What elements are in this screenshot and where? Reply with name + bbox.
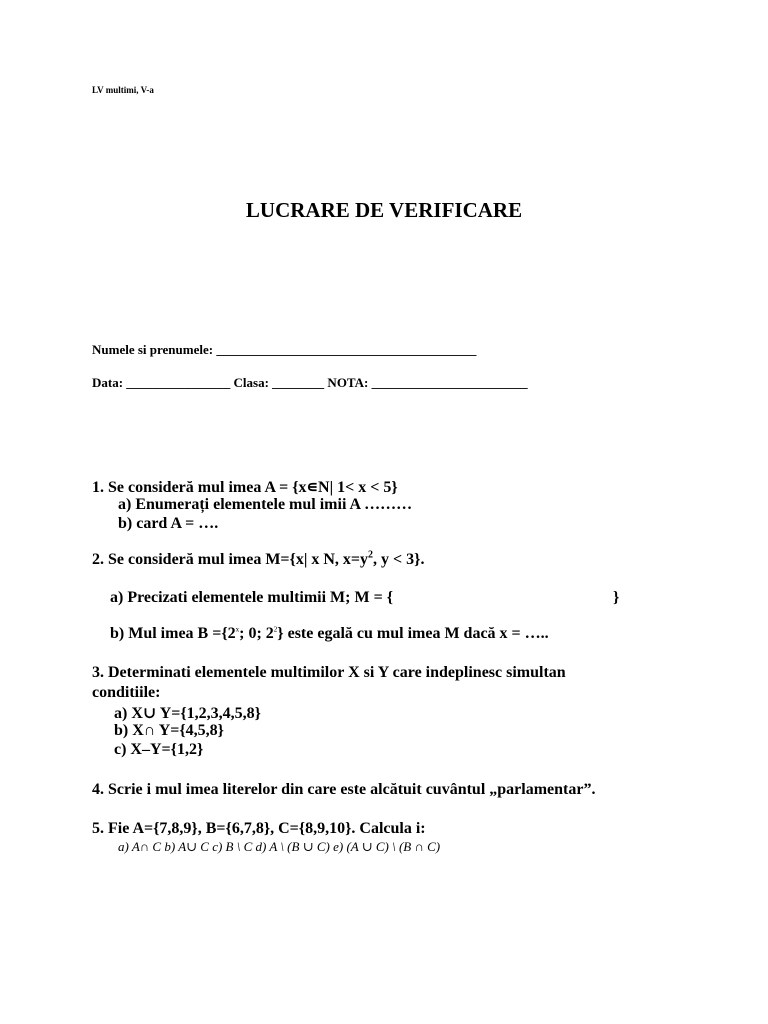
date-class-grade-line: Data: ________________ Clasa: ________ NOTA: ________________________ bbox=[92, 375, 528, 390]
question-1-stem: 1. Se consideră mul imea A = {x∊N| 1< x < 5} bbox=[92, 479, 398, 496]
question-5-options: a) A∩ C b) A∪ C c) B \ C d) A \ (B ∪ C) e) (A ∪ C) \ (B ∩ C) bbox=[118, 839, 441, 854]
name-field-line: Numele si prenumele: ________________________________________ bbox=[92, 342, 477, 357]
question-2-b-mid: ; 0; 2 bbox=[239, 625, 274, 642]
question-3-stem-line-2: conditiile: bbox=[92, 684, 161, 701]
question-2-a-left: a) Precizati elementele multimii M; M = { bbox=[110, 589, 394, 606]
question-2-exponent: 2 bbox=[368, 549, 374, 561]
question-2-b bbox=[110, 625, 549, 643]
header-tag: LV multimi, V-a bbox=[92, 85, 154, 95]
question-3-stem-line-1: 3. Determinati elementele multimilor X si Y care indeplinesc simultan bbox=[92, 664, 566, 681]
question-2-b-post: } este egală cu mul imea M dacă x = ….. bbox=[277, 625, 549, 642]
question-3-b: b) X∩ Y={4,5,8} bbox=[114, 722, 224, 739]
question-2-stem bbox=[92, 551, 424, 569]
question-2-b-pre: b) Mul imea B ={2 bbox=[110, 625, 236, 642]
question-2-b-exponent-1: x bbox=[235, 625, 240, 634]
question-4-stem: 4. Scrie i mul imea literelor din care este alcătuit cuvântul „parlamentar”. bbox=[92, 781, 596, 798]
question-5-stem: 5. Fie A={7,8,9}, B={6,7,8}, C={8,9,10}. Calcula i: bbox=[92, 820, 426, 837]
page-title: LUCRARE DE VERIFICARE bbox=[245, 198, 523, 222]
question-1-b: b) card A = …. bbox=[118, 515, 219, 532]
question-2-stem-post: , y < 3}. bbox=[373, 551, 425, 568]
question-2-b-exponent-2: 2 bbox=[273, 625, 278, 634]
question-3-c: c) X–Y={1,2} bbox=[114, 741, 204, 758]
question-3-a: a) X∪ Y={1,2,3,4,5,8} bbox=[114, 705, 261, 722]
question-1-a: a) Enumerați elementele mul imii A ……… bbox=[118, 496, 413, 513]
question-2-stem-pre: 2. Se consideră mul imea M={x| x N, x=y bbox=[92, 551, 369, 568]
question-2-a-right: } bbox=[613, 589, 620, 606]
